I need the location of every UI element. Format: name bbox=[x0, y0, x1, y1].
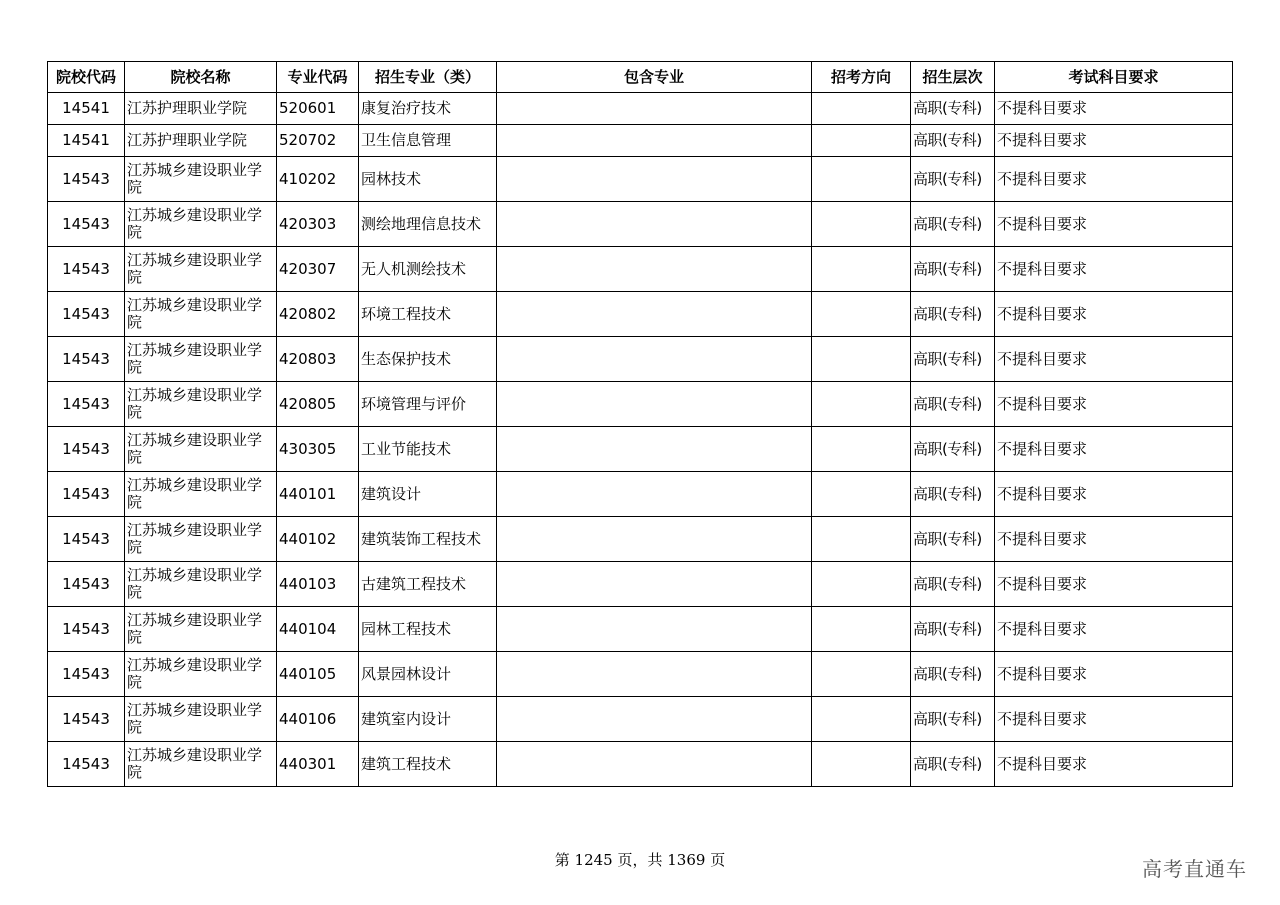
cell-level: 高职(专科) bbox=[911, 697, 995, 742]
cell-subject-requirement: 不提科目要求 bbox=[995, 382, 1233, 427]
cell-included-majors bbox=[497, 562, 812, 607]
cell-level: 高职(专科) bbox=[911, 202, 995, 247]
cell-included-majors bbox=[497, 202, 812, 247]
cell-included-majors bbox=[497, 607, 812, 652]
cell-included-majors bbox=[497, 472, 812, 517]
cell-major-code: 420303 bbox=[277, 202, 359, 247]
header-direction: 招考方向 bbox=[812, 62, 911, 93]
cell-major-code: 410202 bbox=[277, 157, 359, 202]
cell-subject-requirement: 不提科目要求 bbox=[995, 247, 1233, 292]
header-level: 招生层次 bbox=[911, 62, 995, 93]
cell-school-name: 江苏城乡建设职业学院 bbox=[125, 292, 277, 337]
cell-major: 建筑室内设计 bbox=[359, 697, 497, 742]
cell-school-name: 江苏城乡建设职业学院 bbox=[125, 562, 277, 607]
cell-school-code: 14543 bbox=[48, 697, 125, 742]
cell-included-majors bbox=[497, 292, 812, 337]
cell-subject-requirement: 不提科目要求 bbox=[995, 517, 1233, 562]
cell-school-code: 14543 bbox=[48, 292, 125, 337]
cell-school-name: 江苏城乡建设职业学院 bbox=[125, 697, 277, 742]
cell-major: 环境管理与评价 bbox=[359, 382, 497, 427]
cell-school-code: 14543 bbox=[48, 247, 125, 292]
cell-major: 卫生信息管理 bbox=[359, 125, 497, 157]
cell-included-majors bbox=[497, 93, 812, 125]
header-school-code: 院校代码 bbox=[48, 62, 125, 93]
cell-school-name: 江苏城乡建设职业学院 bbox=[125, 517, 277, 562]
cell-school-code: 14543 bbox=[48, 157, 125, 202]
cell-direction bbox=[812, 472, 911, 517]
cell-school-name: 江苏护理职业学院 bbox=[125, 93, 277, 125]
cell-major-code: 420307 bbox=[277, 247, 359, 292]
cell-direction bbox=[812, 337, 911, 382]
cell-included-majors bbox=[497, 427, 812, 472]
cell-subject-requirement: 不提科目要求 bbox=[995, 742, 1233, 787]
header-included-majors: 包含专业 bbox=[497, 62, 812, 93]
table-row bbox=[48, 562, 1233, 607]
cell-major-code: 520702 bbox=[277, 125, 359, 157]
cell-school-name: 江苏城乡建设职业学院 bbox=[125, 742, 277, 787]
cell-level: 高职(专科) bbox=[911, 93, 995, 125]
cell-major-code: 440103 bbox=[277, 562, 359, 607]
cell-direction bbox=[812, 382, 911, 427]
cell-school-name: 江苏城乡建设职业学院 bbox=[125, 607, 277, 652]
cell-school-code: 14543 bbox=[48, 652, 125, 697]
cell-direction bbox=[812, 742, 911, 787]
cell-subject-requirement: 不提科目要求 bbox=[995, 607, 1233, 652]
cell-major: 康复治疗技术 bbox=[359, 93, 497, 125]
cell-subject-requirement: 不提科目要求 bbox=[995, 562, 1233, 607]
cell-included-majors bbox=[497, 652, 812, 697]
cell-major: 园林技术 bbox=[359, 157, 497, 202]
cell-school-code: 14543 bbox=[48, 742, 125, 787]
cell-included-majors bbox=[497, 247, 812, 292]
cell-school-name: 江苏城乡建设职业学院 bbox=[125, 157, 277, 202]
header-row bbox=[48, 62, 1233, 93]
table-row bbox=[48, 292, 1233, 337]
cell-major-code: 420805 bbox=[277, 382, 359, 427]
cell-major: 古建筑工程技术 bbox=[359, 562, 497, 607]
cell-level: 高职(专科) bbox=[911, 652, 995, 697]
cell-subject-requirement: 不提科目要求 bbox=[995, 93, 1233, 125]
cell-school-code: 14543 bbox=[48, 562, 125, 607]
table-row bbox=[48, 93, 1233, 125]
cell-level: 高职(专科) bbox=[911, 607, 995, 652]
watermark: 高考直通车 bbox=[1142, 857, 1247, 881]
table-row bbox=[48, 517, 1233, 562]
cell-major: 测绘地理信息技术 bbox=[359, 202, 497, 247]
cell-direction bbox=[812, 517, 911, 562]
cell-major-code: 440106 bbox=[277, 697, 359, 742]
cell-major-code: 520601 bbox=[277, 93, 359, 125]
cell-direction bbox=[812, 202, 911, 247]
cell-subject-requirement: 不提科目要求 bbox=[995, 125, 1233, 157]
cell-subject-requirement: 不提科目要求 bbox=[995, 652, 1233, 697]
cell-included-majors bbox=[497, 125, 812, 157]
cell-school-code: 14541 bbox=[48, 125, 125, 157]
table-row bbox=[48, 427, 1233, 472]
cell-direction bbox=[812, 652, 911, 697]
table-row bbox=[48, 337, 1233, 382]
cell-school-code: 14543 bbox=[48, 382, 125, 427]
cell-school-name: 江苏护理职业学院 bbox=[125, 125, 277, 157]
cell-level: 高职(专科) bbox=[911, 382, 995, 427]
table-row bbox=[48, 472, 1233, 517]
page-footer: 第 1245 页，共 1369 页 bbox=[554, 851, 726, 869]
cell-major-code: 440104 bbox=[277, 607, 359, 652]
cell-direction bbox=[812, 562, 911, 607]
table-row bbox=[48, 247, 1233, 292]
cell-included-majors bbox=[497, 697, 812, 742]
cell-included-majors bbox=[497, 517, 812, 562]
table-row bbox=[48, 742, 1233, 787]
cell-level: 高职(专科) bbox=[911, 472, 995, 517]
cell-direction bbox=[812, 427, 911, 472]
cell-level: 高职(专科) bbox=[911, 292, 995, 337]
cell-direction bbox=[812, 292, 911, 337]
cell-direction bbox=[812, 247, 911, 292]
cell-major: 建筑装饰工程技术 bbox=[359, 517, 497, 562]
cell-subject-requirement: 不提科目要求 bbox=[995, 472, 1233, 517]
admissions-table bbox=[47, 61, 1233, 787]
cell-major: 风景园林设计 bbox=[359, 652, 497, 697]
cell-major: 环境工程技术 bbox=[359, 292, 497, 337]
cell-level: 高职(专科) bbox=[911, 742, 995, 787]
cell-subject-requirement: 不提科目要求 bbox=[995, 337, 1233, 382]
cell-major-code: 440102 bbox=[277, 517, 359, 562]
cell-included-majors bbox=[497, 742, 812, 787]
cell-level: 高职(专科) bbox=[911, 427, 995, 472]
cell-school-name: 江苏城乡建设职业学院 bbox=[125, 247, 277, 292]
cell-school-name: 江苏城乡建设职业学院 bbox=[125, 427, 277, 472]
cell-school-code: 14543 bbox=[48, 607, 125, 652]
cell-level: 高职(专科) bbox=[911, 157, 995, 202]
cell-major-code: 430305 bbox=[277, 427, 359, 472]
cell-school-code: 14541 bbox=[48, 93, 125, 125]
cell-direction bbox=[812, 125, 911, 157]
cell-included-majors bbox=[497, 382, 812, 427]
cell-level: 高职(专科) bbox=[911, 125, 995, 157]
table-row bbox=[48, 382, 1233, 427]
cell-major: 园林工程技术 bbox=[359, 607, 497, 652]
table-row bbox=[48, 125, 1233, 157]
table-row bbox=[48, 652, 1233, 697]
cell-major-code: 440105 bbox=[277, 652, 359, 697]
table-row bbox=[48, 697, 1233, 742]
cell-major: 建筑设计 bbox=[359, 472, 497, 517]
cell-direction bbox=[812, 607, 911, 652]
header-major-code: 专业代码 bbox=[277, 62, 359, 93]
cell-major-code: 420802 bbox=[277, 292, 359, 337]
header-subject-requirement: 考试科目要求 bbox=[995, 62, 1233, 93]
cell-school-code: 14543 bbox=[48, 202, 125, 247]
cell-major: 无人机测绘技术 bbox=[359, 247, 497, 292]
header-school-name: 院校名称 bbox=[125, 62, 277, 93]
cell-major-code: 440101 bbox=[277, 472, 359, 517]
cell-direction bbox=[812, 697, 911, 742]
cell-major-code: 420803 bbox=[277, 337, 359, 382]
cell-school-name: 江苏城乡建设职业学院 bbox=[125, 337, 277, 382]
cell-school-name: 江苏城乡建设职业学院 bbox=[125, 472, 277, 517]
header-major: 招生专业（类） bbox=[359, 62, 497, 93]
cell-subject-requirement: 不提科目要求 bbox=[995, 427, 1233, 472]
cell-level: 高职(专科) bbox=[911, 517, 995, 562]
cell-major: 工业节能技术 bbox=[359, 427, 497, 472]
cell-subject-requirement: 不提科目要求 bbox=[995, 202, 1233, 247]
cell-school-name: 江苏城乡建设职业学院 bbox=[125, 382, 277, 427]
cell-school-code: 14543 bbox=[48, 427, 125, 472]
table-row bbox=[48, 607, 1233, 652]
cell-school-name: 江苏城乡建设职业学院 bbox=[125, 202, 277, 247]
cell-direction bbox=[812, 93, 911, 125]
cell-school-code: 14543 bbox=[48, 517, 125, 562]
table-row bbox=[48, 157, 1233, 202]
cell-subject-requirement: 不提科目要求 bbox=[995, 697, 1233, 742]
cell-major: 生态保护技术 bbox=[359, 337, 497, 382]
cell-school-code: 14543 bbox=[48, 337, 125, 382]
cell-major-code: 440301 bbox=[277, 742, 359, 787]
cell-subject-requirement: 不提科目要求 bbox=[995, 292, 1233, 337]
cell-level: 高职(专科) bbox=[911, 562, 995, 607]
table-row bbox=[48, 202, 1233, 247]
cell-level: 高职(专科) bbox=[911, 337, 995, 382]
cell-subject-requirement: 不提科目要求 bbox=[995, 157, 1233, 202]
cell-included-majors bbox=[497, 157, 812, 202]
cell-major: 建筑工程技术 bbox=[359, 742, 497, 787]
cell-level: 高职(专科) bbox=[911, 247, 995, 292]
cell-school-code: 14543 bbox=[48, 472, 125, 517]
cell-school-name: 江苏城乡建设职业学院 bbox=[125, 652, 277, 697]
cell-direction bbox=[812, 157, 911, 202]
cell-included-majors bbox=[497, 337, 812, 382]
